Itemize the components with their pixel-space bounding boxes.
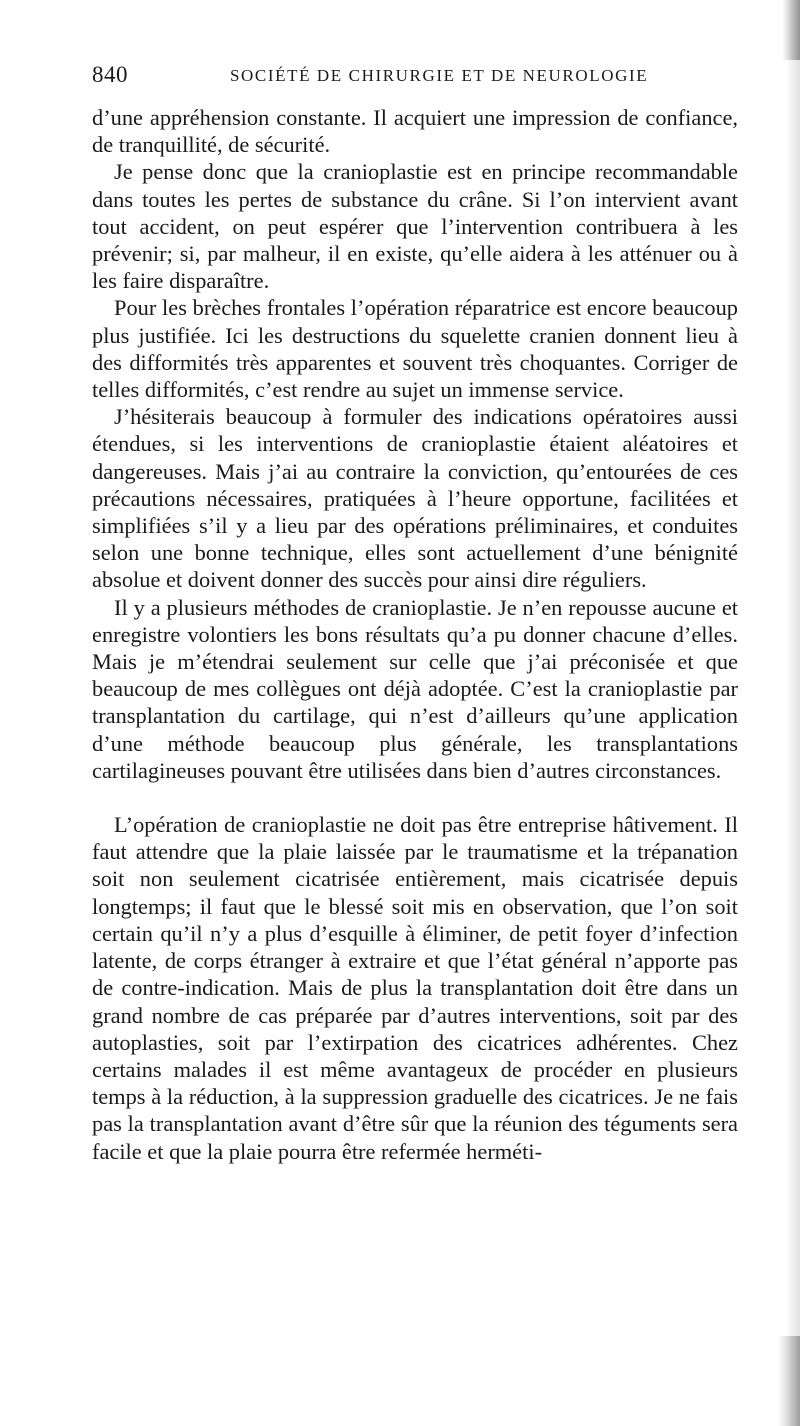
page-number: 840 xyxy=(92,62,128,87)
paragraph: Il y a plusieurs méthodes de cranioplastie. Je n’en repousse aucune et enregistre volontiers les bons résultats qu’a pu donner chacune d’elles. Mais je m’étendrai seulement sur celle que j’ai préconisée et que beaucoup de mes collègues ont déjà adoptée. C’est la cranioplastie par transplantation du cartilage, qui n’est d’ailleurs qu’une application d’une méthode beaucoup plus générale, les transplantations cartilagineuses pouvant être utilisées dans bien d’autres circonstances. xyxy=(92,594,738,783)
paragraph: Pour les brèches frontales l’opération réparatrice est encore beaucoup plus justifiée. Ici les destructions du squelette cranien donnent lieu à des difformités très apparentes et souvent très choquantes. Corriger de telles difformités, c’est rendre au sujet un immense service. xyxy=(92,295,738,403)
paragraph: d’une appréhension constante. Il acquiert une impression de confiance, de tranquillité, de sécurité. xyxy=(92,105,738,158)
paragraph: Je pense donc que la cranioplastie est en principe recommandable dans toutes les pertes de substance du crâne. Si l’on intervient avant tout accident, on peut espérer que l’intervention contribuera à les prévenir; si, par malheur, il en existe, qu’elle aidera à les atténuer ou à les faire disparaître. xyxy=(92,159,738,294)
scan-corner-shadow xyxy=(782,0,800,60)
body-text xyxy=(92,104,738,1165)
page-edge-shadow xyxy=(786,0,800,1426)
scan-corner-shadow-bottom xyxy=(778,1336,800,1426)
running-title: SOCIÉTÉ DE CHIRURGIE ET DE NEUROLOGIE xyxy=(230,66,649,85)
paragraph: J’hésiterais beaucoup à formuler des indications opératoires aussi étendues, si les interventions de cranioplastie étaient aléatoires et dangereuses. Mais j’ai au contraire la conviction, qu’entourées de ces précautions nécessaires, pratiquées à l’heure opportune, facilitées et simplifiées s’il y a lieu par des opérations préliminaires, et conduites selon une bonne technique, elles sont actuellement d’une bénignité absolue et doivent donner des succès pour ainsi dire réguliers. xyxy=(92,404,738,593)
running-header xyxy=(92,62,736,92)
paragraph: L’opération de cranioplastie ne doit pas être entreprise hâtivement. Il faut attendre que la plaie laissée par le traumatisme et la trépanation soit non seulement cicatrisée entièrement, mais cicatrisée depuis longtemps; il faut que le blessé soit mis en observation, que l’on soit certain qu’il n’y a plus d’esquille à éliminer, de petit foyer d’infection latente, de corps étranger à extraire et que l’état général n’apporte pas de contre-indication. Mais de plus la transplantation doit être dans un grand nombre de cas préparée par d’autres interventions, soit par des autoplasties, soit par l’extirpation des cicatrices adhérentes. Chez certains malades il est même avantageux de procéder en plusieurs temps à la réduction, à la suppression graduelle des cicatrices. Je ne fais pas la transplantation avant d’être sûr que la réunion des téguments sera facile et que la plaie pourra être refermée herméti- xyxy=(92,812,738,1164)
